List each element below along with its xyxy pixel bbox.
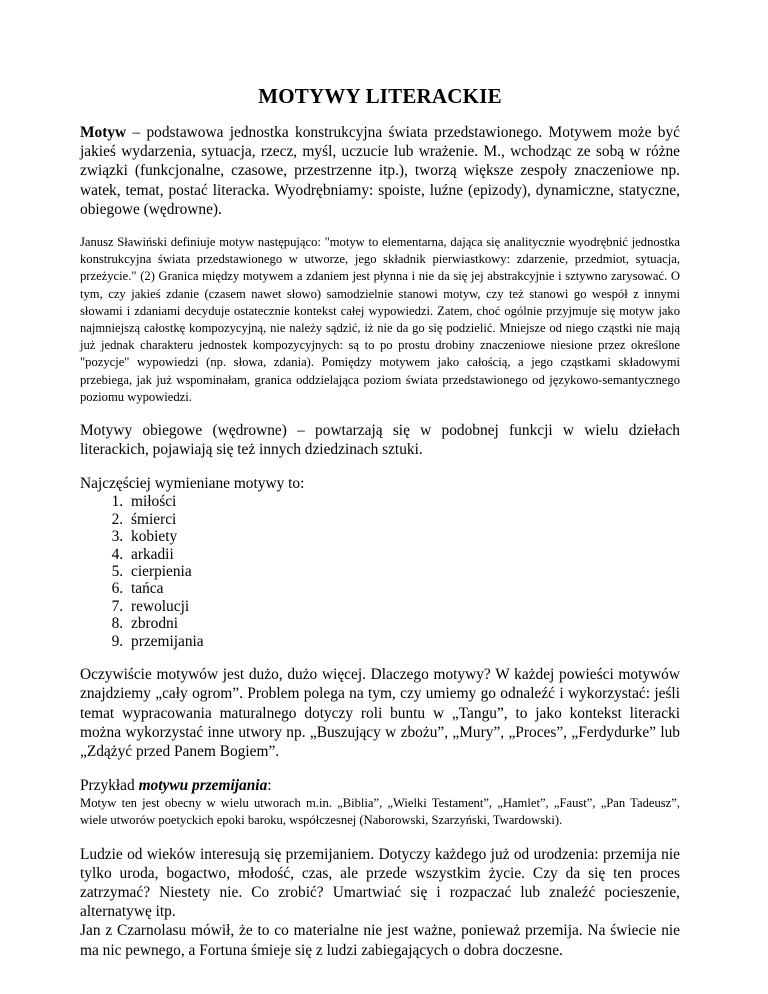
example-emphasis: motywu przemijania: [138, 777, 268, 795]
example-paragraph: Motyw ten jest obecny w wielu utworach m.in. „Biblia”, „Wielki Testament”, „Hamlet”, „Faust”, „Pan Tadeusz”, wiele utworów poetyckich epoki baroku, współczesnej (Naborowski, Szarzyński, Twardowski).: [80, 796, 680, 828]
why-motifs-paragraph: Oczywiście motywów jest dużo, dużo więcej. Dlaczego motywy? W każdej powieści motywów znajdziemy „cały ogrom”. Problem polega na tym, czy umiemy go odnaleźć i wykorzystać: jeśli temat wypracowania maturalnego dotyczy roli buntu w „Tangu”, to jako kontekst literacki można wykorzystać inne utwory np. „Buszujący w zbożu”, „Mury”, „Proces”, „Ferdydurke” lub „Zdążyć przed Panem Bogiem”.: [80, 666, 680, 760]
definition-paragraph: Janusz Sławiński definiuje motyw następująco: "motyw to elementarna, dająca się analitycznie wyodrębnić jednostka konstrukcyjna świata przedstawionego w utworze, jego składnik pierwiastkowy: zdarzenie, przedmiot, sytuacja, przeżycie." (2) Granica między motywem a zdaniem jest płynna i nie da się jej abstrakcyjnie i sztywno zarysować. O tym, czy jakieś zdanie (czasem nawet słowo) samodzielnie stanowi motyw, czy też stanowi go wespół z innymi słowami i zdaniami decyduje ostatecznie kontekst całej wypowiedzi. Zatem, choć ogólnie przyjmuje się motyw jako najmniejszą całostkę kompozycyjną, nie należy sądzić, iż nie da go się podzielić. Mniejsze od niego cząstki nie mają już jednak charakteru jednostek kompozycyjnych: są to po prostu drobiny znaczeniowe niesione przez określone "pozycje" wypowiedzi (np. słowa, zdania). Pomiędzy motywem jako całością, a jego cząstkami składowymi przebiega, jak już wspominałam, granica oddzielająca poziom świata przedstawionego od językowo-semantycznego poziomu wypowiedzi.: [80, 235, 680, 404]
intro-paragraph: [80, 123, 680, 219]
list-item: 4. arkadii: [127, 546, 680, 563]
list-item: 3. kobiety: [127, 528, 680, 545]
example-suffix: :: [267, 777, 272, 795]
list-item: 6. tańca: [127, 580, 680, 597]
list-item: 2. śmierci: [127, 511, 680, 528]
list-item: 9. przemijania: [127, 633, 680, 650]
list-item: 1. miłości: [127, 493, 680, 510]
wandering-motifs-paragraph: Motywy obiegowe (wędrowne) – powtarzają się w podobnej funkcji w wielu dziełach literackich, pojawiają się też innych dziedzinach sztuki.: [80, 422, 680, 459]
intro-term: Motyw: [80, 124, 127, 141]
motifs-list-heading: Najczęściej wymieniane motywy to:: [80, 475, 305, 493]
page-title: MOTYWY LITERACKIE: [258, 84, 502, 108]
passing-paragraph: Ludzie od wieków interesują się przemijaniem. Dotyczy każdego już od urodzenia: przemija nie tylko uroda, bogactwo, młodość, czas, ale przede wszystkim życie. Czy da się ten proces zatrzymać? Niestety nie. Co zrobić? Umartwiać się i rozpaczać lub znaleźć pocieszenie, alternatywę itp.: [80, 845, 680, 921]
intro-text: – podstawowa jednostka konstrukcyjna świata przedstawionego. Motywem może być jakieś wydarzenia, sytuacja, rzecz, myśl, uczucie lub wrażenie. M., wchodząc ze sobą w różne związki (funkcjonalne, czasowe, przestrzenne itp.), tworzą większe zespoły znaczeniowe np. watek, temat, postać literacka. Wyodrębniamy: spoiste, luźne (epizody), dynamiczne, statyczne, obiegowe (wędrowne).: [80, 124, 680, 218]
list-item: 8. zbrodni: [127, 615, 680, 632]
kochanowski-paragraph: Jan z Czarnolasu mówił, że to co materialne nie jest ważne, ponieważ przemija. Na świecie nie ma nic pewnego, a Fortuna śmieje się z ludzi zabiegających o dobra doczesne.: [80, 922, 680, 959]
motifs-list: [80, 493, 680, 650]
list-item: 7. rewolucji: [127, 598, 680, 615]
list-item: 5. cierpienia: [127, 563, 680, 580]
example-prefix: Przykład: [80, 777, 139, 795]
example-heading: [80, 776, 680, 795]
